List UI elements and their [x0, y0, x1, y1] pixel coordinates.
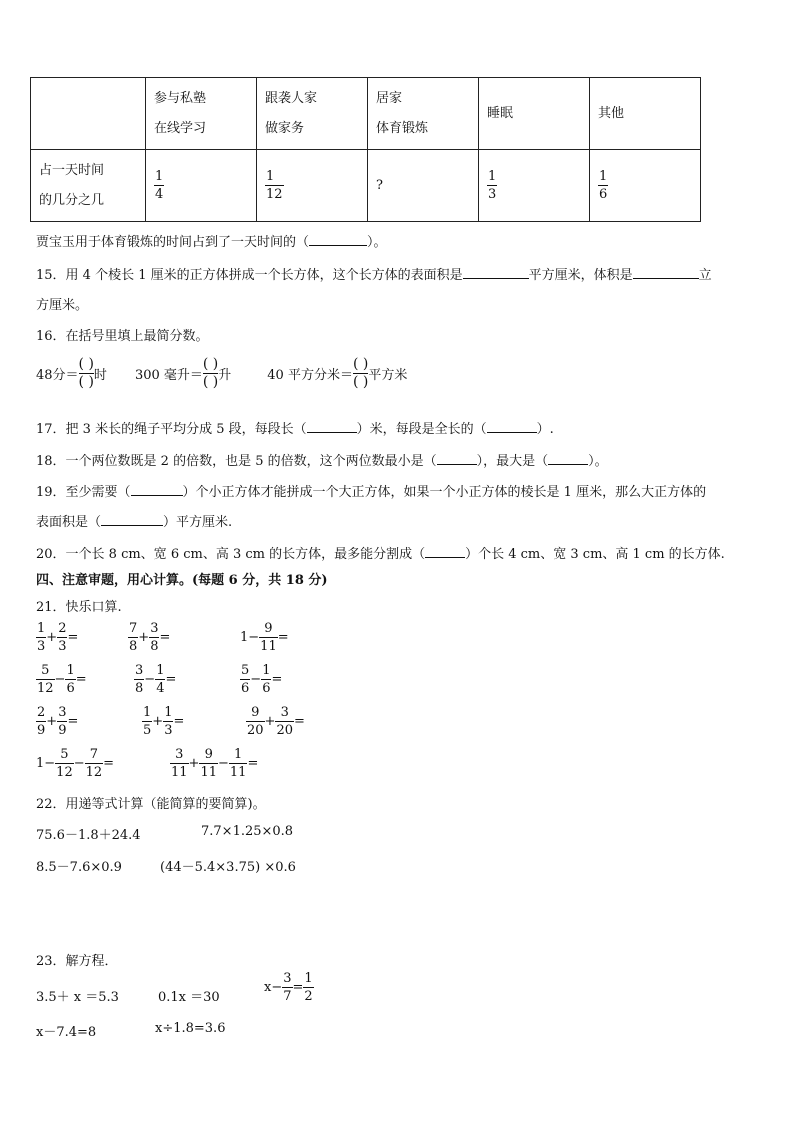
- question-16-title: 16．在括号里填上最简分数。: [36, 329, 209, 344]
- fraction: $\frac{3}{20}$: [276, 705, 293, 738]
- answer-blank[interactable]: [548, 464, 588, 465]
- table-header-cell: [146, 78, 257, 150]
- time-table: [30, 77, 701, 222]
- fraction: $\frac{5}{6}$: [241, 663, 250, 696]
- table-header-cell: [257, 78, 368, 150]
- answer-blank[interactable]: [425, 557, 465, 558]
- calc-item: $\frac{3}{8}$ − $\frac{1}{4}$ =: [135, 663, 177, 696]
- table-cell: [479, 150, 590, 222]
- calc-item: $\frac{2}{9}$ + $\frac{3}{9}$ =: [37, 705, 79, 738]
- fraction: $\frac{1}{5}$: [143, 705, 152, 738]
- header-line: 睡眠: [487, 105, 514, 121]
- fraction: $\frac{7}{12}$: [85, 747, 103, 780]
- fraction: $\frac{3}{8}$: [150, 621, 159, 654]
- expression: (44－5.4×3.75) ×0.6: [160, 860, 296, 875]
- expression: 8.5－7.6×0.9: [36, 860, 122, 875]
- question-20: 20．一个长 8 cm、宽 6 cm、高 3 cm 的长方体，最多能分割成（ ）个长 4 cm、宽 3 cm、高 1 cm 的长方体.: [36, 547, 725, 562]
- row-label-line: 的几分之几: [39, 192, 105, 208]
- fraction-blank[interactable]: ( ) ( ): [78, 356, 94, 390]
- question-16-items: 48分＝ ( ) ( ) 时 300 毫升＝ ( ) ( ) 升 40 平方分米＝ ( ) ( ) 平方米: [36, 356, 408, 390]
- table-cell: [368, 150, 479, 222]
- calc-item: 1− $\frac{5}{12}$ − $\frac{7}{12}$ =: [36, 747, 115, 780]
- question-22-title: 22．用递等式计算（能简算的要简算)。: [36, 797, 266, 812]
- fraction: $\frac{2}{9}$: [37, 705, 46, 738]
- fraction: $\frac{5}{12}$: [37, 663, 54, 696]
- calc-item: $\frac{1}{5}$ + $\frac{1}{3}$ =: [143, 705, 185, 738]
- fraction: $\frac{1}{3}$: [164, 705, 173, 738]
- equation: 0.1x ＝30: [158, 990, 220, 1005]
- fraction: $\frac{9}{11}$: [260, 621, 277, 654]
- calc-item: 1− $\frac{9}{11}$ =: [240, 621, 289, 654]
- answer-blank[interactable]: [633, 278, 699, 279]
- table-header-cell: [590, 78, 701, 150]
- question-15-line2: 方厘米。: [36, 298, 89, 313]
- equation: x÷1.8=3.6: [155, 1021, 226, 1036]
- table-header-cell: [368, 78, 479, 150]
- table-row-label: [31, 150, 146, 222]
- fraction: $\frac{3}{11}$: [171, 747, 188, 780]
- calc-item: $\frac{1}{3}$ + $\frac{2}{3}$ =: [37, 621, 79, 654]
- question-19-line2: 表面积是（ ）平方厘米.: [36, 515, 233, 530]
- calc-item: $\frac{5}{6}$ − $\frac{1}{6}$ =: [241, 663, 283, 696]
- answer-blank[interactable]: [463, 278, 529, 279]
- fraction: $\frac{7}{8}$: [129, 621, 138, 654]
- q14-tail: 贾宝玉用于体育锻炼的时间占到了一天时间的（ ）。: [36, 235, 387, 250]
- table-cell: [257, 150, 368, 222]
- answer-blank[interactable]: [131, 495, 183, 496]
- expression: 7.7×1.25×0.8: [201, 824, 294, 839]
- table-cell: [590, 150, 701, 222]
- fraction: $\frac{1}{3}$: [37, 621, 46, 654]
- fraction: $\frac{9}{11}$: [200, 747, 217, 780]
- equation: 3.5＋ x ＝5.3: [36, 990, 119, 1005]
- fraction-blank[interactable]: ( ) ( ): [352, 356, 369, 390]
- fraction: $\frac{3}{9}$: [58, 705, 67, 738]
- fraction: $\frac{1}{4}$: [156, 663, 165, 696]
- header-line: 做家务: [265, 120, 305, 136]
- fraction: $\frac{1}{6}$: [66, 663, 75, 696]
- question-23-title: 23．解方程．: [36, 954, 118, 969]
- question-19: 19．至少需要（ ）个小正方体才能拼成一个大正方体，如果一个小正方体的棱长是 1 厘米，那么大正方体的: [36, 485, 707, 500]
- fraction: $\frac{1}{3}$: [488, 169, 497, 202]
- fraction: $\frac{9}{20}$: [247, 705, 264, 738]
- fraction: $\frac{1}{11}$: [229, 747, 247, 780]
- fraction: $\frac{5}{12}$: [56, 747, 73, 780]
- question-21-title: 21．快乐口算.: [36, 600, 122, 615]
- answer-blank[interactable]: [487, 432, 537, 433]
- table-cell: [146, 150, 257, 222]
- question-17: 17．把 3 米长的绳子平均分成 5 段，每段长（ ）米，每段是全长的（ ）.: [36, 422, 554, 437]
- header-line: 跟袭人家: [265, 90, 318, 106]
- equation: x− $\frac{3}{7}$ = $\frac{1}{2}$: [264, 971, 313, 1004]
- fraction: $\frac{1}{2}$: [304, 971, 313, 1004]
- calc-item: $\frac{9}{20}$ + $\frac{3}{20}$ =: [247, 705, 305, 738]
- fraction: $\frac{1}{12}$: [266, 169, 283, 202]
- fraction: $\frac{1}{4}$: [155, 169, 164, 202]
- header-line: 居家: [376, 90, 403, 106]
- fraction: $\frac{2}{3}$: [58, 621, 67, 654]
- row-label-line: 占一天时间: [39, 162, 105, 178]
- fraction: $\frac{3}{8}$: [135, 663, 144, 696]
- fraction: $\frac{1}{6}$: [262, 663, 271, 696]
- header-line: 其他: [598, 105, 625, 121]
- fraction-blank[interactable]: ( ) ( ): [202, 356, 219, 390]
- question-15: 15．用 4 个棱长 1 厘米的正方体拼成一个长方体，这个长方体的表面积是 平方厘米，体积是 立: [36, 268, 712, 283]
- answer-blank[interactable]: [307, 432, 357, 433]
- calc-item: $\frac{3}{11}$ + $\frac{9}{11}$ − $\frac{1}{11}$ =: [171, 747, 259, 780]
- table-corner-cell: [31, 78, 146, 150]
- header-line: 在线学习: [154, 120, 207, 136]
- question-18: 18．一个两位数既是 2 的倍数，也是 5 的倍数，这个两位数最小是（ ），最大是（ ）。: [36, 454, 608, 469]
- answer-blank[interactable]: [437, 464, 477, 465]
- header-line: 体育锻炼: [376, 120, 429, 136]
- calc-item: $\frac{7}{8}$ + $\frac{3}{8}$ =: [129, 621, 171, 654]
- answer-blank[interactable]: [309, 245, 367, 246]
- expression: 75.6－1.8＋24.4: [36, 828, 141, 843]
- equation: x－7.4=8: [36, 1025, 97, 1040]
- table-header-cell: [479, 78, 590, 150]
- fraction: $\frac{1}{6}$: [599, 169, 608, 202]
- calc-item: $\frac{5}{12}$ − $\frac{1}{6}$ =: [37, 663, 87, 696]
- unknown-mark: ?: [376, 177, 383, 193]
- fraction: $\frac{3}{7}$: [283, 971, 292, 1004]
- header-line: 参与私塾: [154, 90, 207, 106]
- section-heading: 四、注意审题，用心计算。(每题 6 分，共 18 分): [36, 573, 328, 588]
- answer-blank[interactable]: [101, 525, 163, 526]
